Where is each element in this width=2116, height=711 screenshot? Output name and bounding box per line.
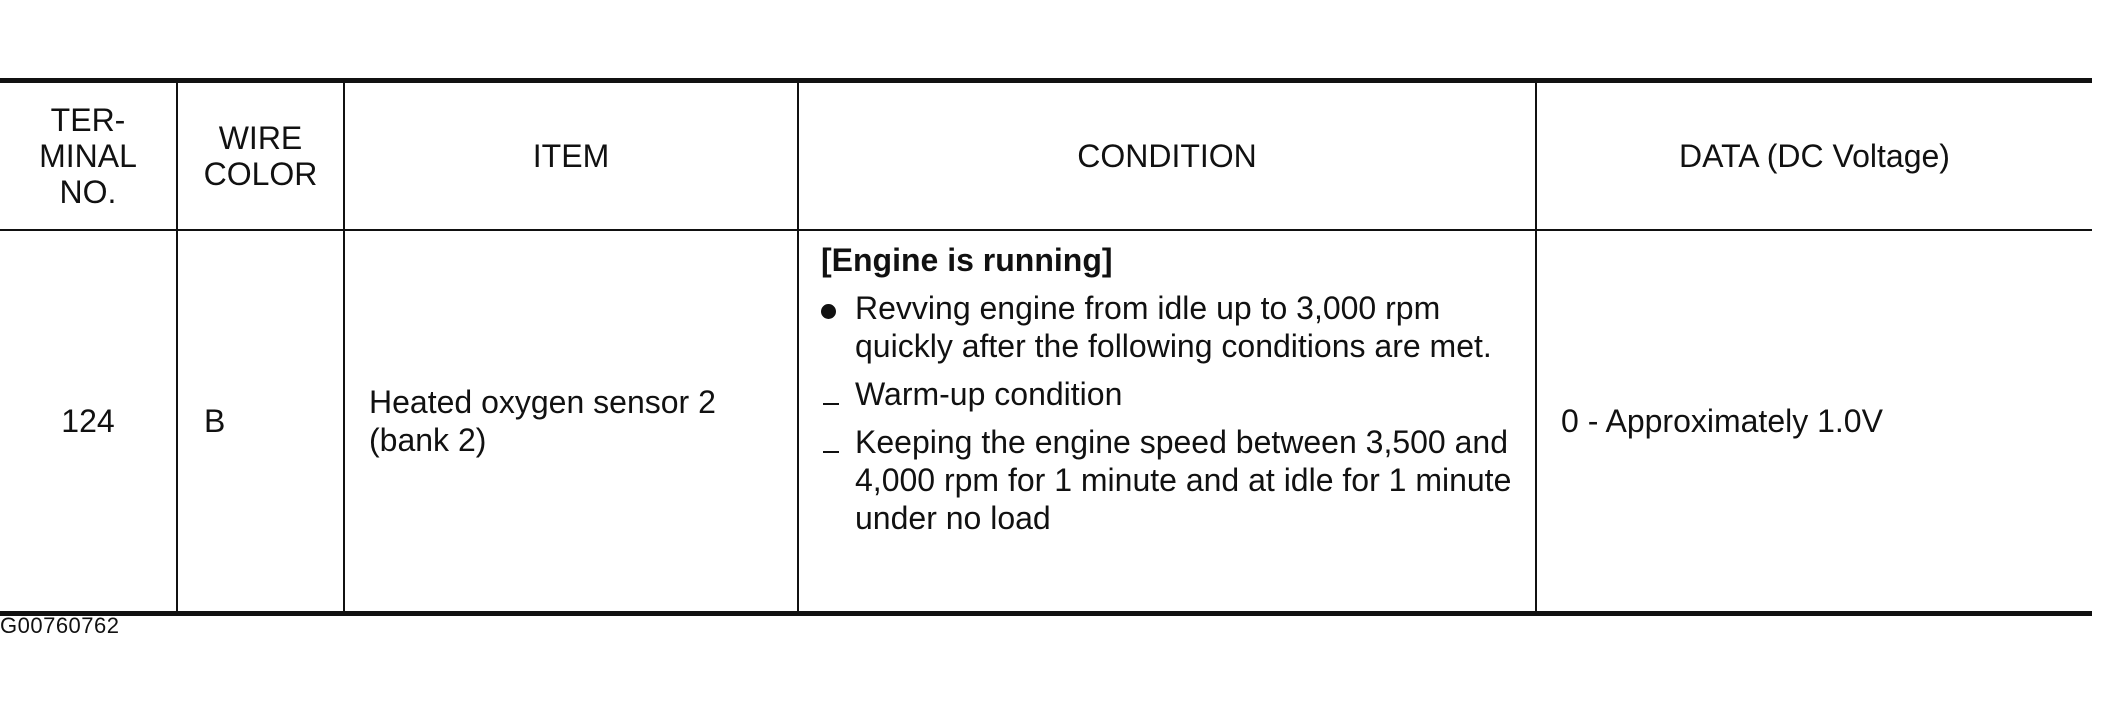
table-header-row bbox=[0, 81, 2092, 231]
condition-item-text: Keeping the engine speed between 3,500 and 4,000 rpm for 1 minute and at idle for 1 minute under no load bbox=[855, 424, 1512, 536]
cell-condition bbox=[798, 230, 1536, 614]
condition-item bbox=[821, 375, 1527, 413]
header-terminal-no bbox=[0, 81, 177, 231]
condition-heading: [Engine is running] bbox=[821, 242, 1113, 278]
header-terminal-no-line1: TER- bbox=[50, 102, 126, 138]
header-condition: CONDITION bbox=[798, 81, 1536, 231]
terminal-data-table bbox=[0, 78, 2092, 616]
condition-item-text: Revving engine from idle up to 3,000 rpm quickly after the following conditions are met. bbox=[855, 290, 1492, 364]
figure-id: G00760762 bbox=[0, 613, 120, 638]
condition-item bbox=[821, 423, 1527, 537]
table-row bbox=[0, 230, 2092, 614]
cell-wire-color: B bbox=[177, 230, 344, 614]
dash-icon bbox=[821, 423, 851, 461]
cell-item-line2: (bank 2) bbox=[369, 422, 487, 458]
terminal-data-table-wrapper bbox=[0, 78, 2092, 616]
condition-item-text: Warm-up condition bbox=[855, 376, 1123, 412]
header-wire-color bbox=[177, 81, 344, 231]
header-data: DATA (DC Voltage) bbox=[1536, 81, 2092, 231]
header-terminal-no-line3: NO. bbox=[59, 174, 117, 210]
header-terminal-no-line2: MINAL bbox=[39, 138, 137, 174]
cell-item-line1: Heated oxygen sensor 2 bbox=[369, 384, 716, 420]
condition-item bbox=[821, 289, 1527, 365]
header-item: ITEM bbox=[344, 81, 798, 231]
dash-icon bbox=[821, 375, 851, 413]
cell-terminal-no: 124 bbox=[61, 403, 115, 439]
condition-list bbox=[821, 289, 1527, 537]
header-wire-color-line1: WIRE bbox=[218, 120, 303, 156]
cell-data-voltage: 0 - Approximately 1.0V bbox=[1536, 230, 2092, 614]
header-wire-color-line2: COLOR bbox=[203, 156, 318, 192]
bullet-icon bbox=[821, 289, 851, 327]
cell-item bbox=[344, 230, 798, 614]
